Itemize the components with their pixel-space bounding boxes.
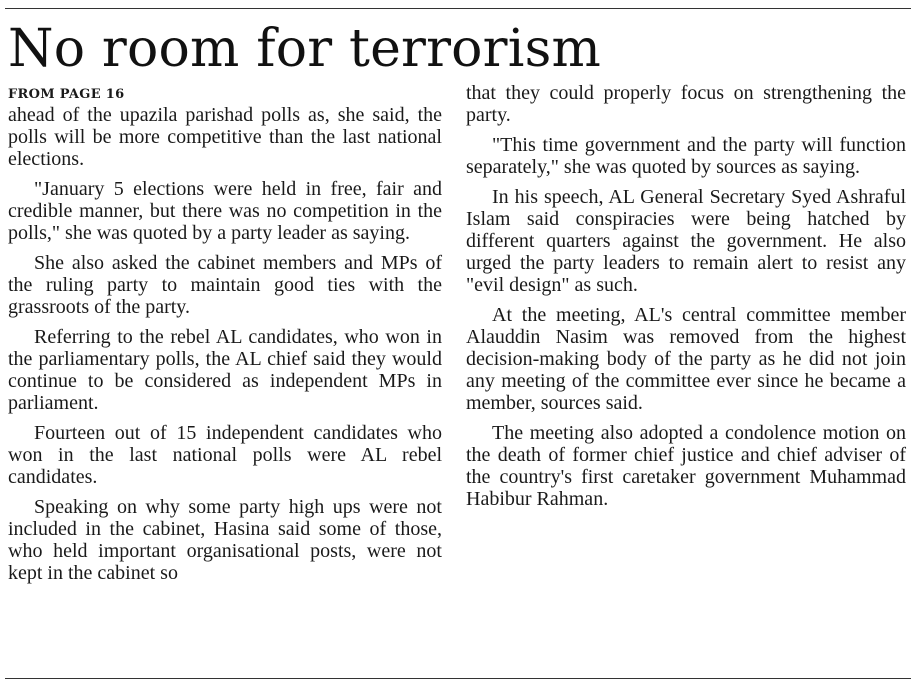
paragraph: that they could properly focus on strengthening the party. <box>466 82 906 126</box>
paragraph: Fourteen out of 15 independent candidates who won in the last national polls were AL rebel candidates. <box>8 422 442 488</box>
paragraph: "This time government and the party will function separately," she was quoted by sources as saying. <box>466 134 906 178</box>
headline: No room for terrorism <box>8 19 601 79</box>
top-rule <box>5 8 911 9</box>
paragraph: The meeting also adopted a condolence motion on the death of former chief justice and chief adviser of the country's first caretaker government Muhammad Habibur Rahman. <box>466 422 906 510</box>
paragraph: "January 5 elections were held in free, fair and credible manner, but there was no competition in the polls," she was quoted by a party leader as saying. <box>8 178 442 244</box>
paragraph: Speaking on why some party high ups were not included in the cabinet, Hasina said some of those, who held important organisational posts, were not kept in the cabinet so <box>8 496 442 584</box>
bottom-rule <box>5 678 911 679</box>
paragraph: She also asked the cabinet members and MPs of the ruling party to maintain good ties with the grassroots of the party. <box>8 252 442 318</box>
kicker: FROM PAGE 16 <box>8 87 125 102</box>
paragraph: ahead of the upazila parishad polls as, she said, the polls will be more competitive than the last national elections. <box>8 104 442 170</box>
right-column <box>466 82 906 518</box>
left-column <box>8 104 442 592</box>
paragraph: In his speech, AL General Secretary Syed Ashraful Islam said conspiracies were being hatched by different quarters against the government. He also urged the party leaders to remain alert to resist any "evil design" as such. <box>466 186 906 296</box>
paragraph: At the meeting, AL's central committee member Alauddin Nasim was removed from the highest decision-making body of the party as he did not join any meeting of the committee ever since he became a member, sources said. <box>466 304 906 414</box>
paragraph: Referring to the rebel AL candidates, who won in the parliamentary polls, the AL chief said they would continue to be considered as independent MPs in parliament. <box>8 326 442 414</box>
